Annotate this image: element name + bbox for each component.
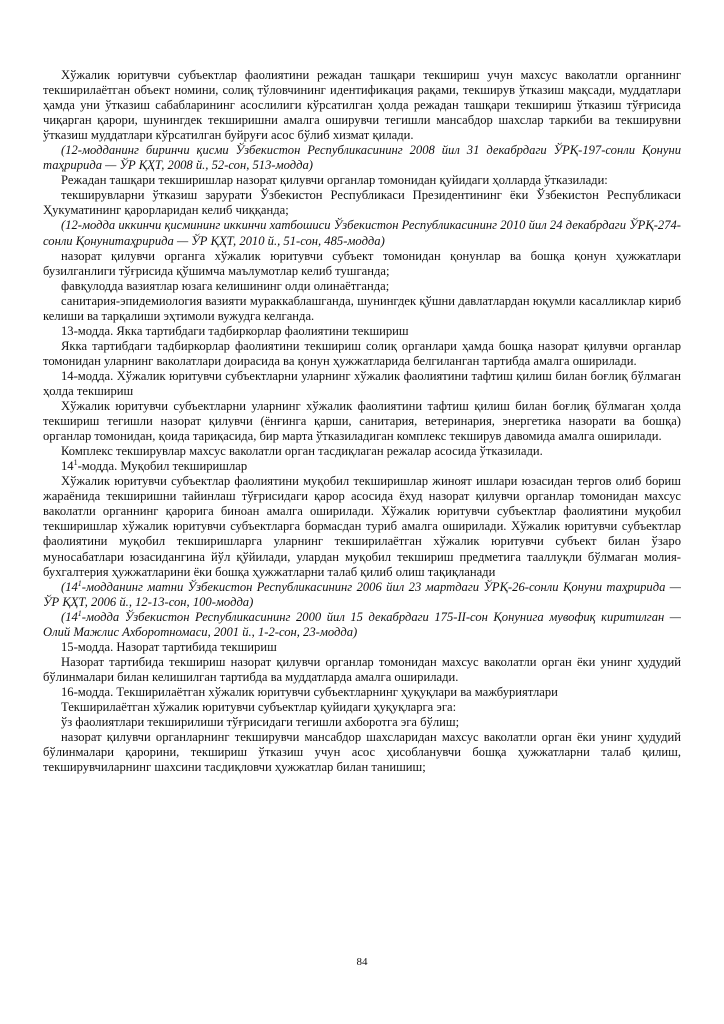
- article-number: 14: [61, 459, 74, 474]
- amendment-note: [43, 580, 681, 610]
- paragraph: Режадан ташқари текширишлар назорат қилувчи органлар томонидан қуйидаги ҳолларда ўтказилади:: [61, 173, 608, 188]
- amendment-note: (12-модданинг биринчи қисми Ўзбекистон Республикасининг 2008 йил 31 декабрдаги ЎРҚ-197-сонли Қонуни таҳририда — ЎР ҚҲТ, 2008 й., 52-сон, 513-модда): [43, 143, 681, 173]
- paragraph: Текширилаётган хўжалик юритувчи субъектлар қуйидаги ҳуқуқларга эга:: [61, 699, 457, 714]
- article-title: -модда. Муқобил текширишлар: [77, 459, 248, 474]
- document-body: [43, 68, 681, 775]
- paragraph: Хўжалик юритувчи субъектлар фаолиятини муқобил текширишлар жиноят ишлари юзасидан тергов олиб бориш жараёнида текширишни тайинлаш тўғрисидаги қарор асосида ёхуд назорат қилувчи органлар томонидан махсус ваколатли органнинг қарорига биноан амалга оширилади. Хўжалик юритувчи субъектлар фаолиятини муқобил текширишлар хўжалик юритувчи субъектларга бормасдан туриб амалга оширилади. Хўжалик юритувчи субъектлар фаолиятини муқобил текширишларга уларнинг текширилаётган хўжалик юритувчи субъект билан ўзаро муносабатлари юзасидангина йўл қўйилади, улардан муқобил текшириш предметига тааллуқли бўлмаган молия-бухгалтерия ҳужжатларини ёки бошқа ҳужжатларни талаб қилиб олиш тақиқланади: [43, 474, 681, 579]
- article-heading: 13-модда. Якка тартибдаги тадбиркорлар фаолиятини текшириш: [61, 323, 409, 338]
- list-item: фавқулодда вазиятлар юзага келишининг олди олинаётганда;: [61, 278, 390, 293]
- list-item: ўз фаолиятлари текширилиши тўғрисидаги тегишли ахборотга эга бўлиш;: [61, 715, 460, 730]
- note-text: -модданинг матни Ўзбекистон Республикасининг 2006 йил 23 мартдаги ЎРҚ-26-сонли Қонуни таҳририда — ЎР ҚҲТ, 2006 й., 12-13-сон, 100-модда): [43, 579, 681, 609]
- superscript: 1: [77, 608, 82, 618]
- paragraph: Хўжалик юритувчи субъектлар фаолиятини режадан ташқари текшириш учун махсус ваколатли органнинг текширилаётган объект номини, солиқ тўловчининг идентификация рақами, текширув ўтказиш мақсади, муддатлари ҳамда уни ўтказиш сабабларининг асослилиги кўрсатилган ҳолда режадан ташқари текшириш ўтказиш тўғрисида чиқарган қарори, шунингдек текширишни амалга оширувчи тегишли мансабдор шахслар таркиби ва текширувни ўтказиш муддатлари кўрсатилган буйруғи асос бўлиб хизмат қилади.: [43, 68, 681, 143]
- amendment-note: [43, 610, 681, 640]
- paragraph: Хўжалик юритувчи субъектларни уларнинг хўжалик фаолиятини тафтиш қилиш билан боғлиқ бўлмаган ҳолда текшириш тегишли назорат қилувчи (ёнғинга қарши, санитария, ветеринария, энергетика назорати ва бошқа) органлар томонидан, қоида тариқасида, бир марта ўтказиладиган комплекс текширув давомида амалга оширилади.: [43, 399, 681, 444]
- list-item: санитария-эпидемиология вазияти мураккаблашганда, шунингдек қўшни давлатлардан юқумли касалликлар кириб келиши ва тарқалиши эҳтимоли вужудга келганда.: [43, 293, 681, 323]
- note-prefix: (14: [61, 579, 78, 594]
- list-item: назорат қилувчи органларнинг текширувчи мансабдор шахсларидан махсус ваколатли орган ёки унинг ҳудудий бўлинмалари қарорини, текшириш ўтказиш учун асос ҳисобланувчи бошқа ҳужжатларни талаб қилиш, текширувчиларнинг шахсини тасдиқловчи ҳужжатлар билан танишиш;: [43, 730, 681, 775]
- list-item: назорат қилувчи органга хўжалик юритувчи субъект томонидан қонунлар ва бошқа қонун ҳужжатлари бузилганлиги тўғрисида қўшимча маълумотлар келиб тушганда;: [43, 248, 681, 278]
- list-item: текширувларни ўтказиш зарурати Ўзбекистон Республикаси Президентининг ёки Ўзбекистон Республикаси Ҳукуматининг қарорларидан келиб чиққанда;: [43, 188, 681, 218]
- paragraph: Якка тартибдаги тадбиркорлар фаолиятини текшириш солиқ органлари ҳамда бошқа назорат қилувчи органлар томонидан уларнинг ваколатлари доирасида ва қонун ҳужжатларида белгиланган тартибда амалга оширилади.: [43, 338, 681, 368]
- note-prefix: (14: [61, 609, 78, 624]
- amendment-note: (12-модда иккинчи қисмининг иккинчи хатбошиси Ўзбекистон Республикасининг 2010 йил 24 декабрдаги ЎРҚ-274-сонли Қонунитаҳририда — ЎР ҚҲТ, 2010 й., 51-сон, 485-модда): [43, 218, 681, 248]
- article-heading: 14-модда. Хўжалик юритувчи субъектларни уларнинг хўжалик фаолиятини тафтиш қилиш билан боғлиқ бўлмаган ҳолда текшириш: [43, 368, 681, 398]
- superscript: 1: [77, 578, 82, 588]
- page-number: 84: [356, 956, 368, 968]
- article-heading: [43, 459, 681, 474]
- note-text: -модда Ўзбекистон Республикасининг 2000 йил 15 декабрдаги 175-II-сон Қонунига мувофиқ киритилган — Олий Мажлис Ахборотномаси, 2001 й., 1-2-сон, 23-модда): [43, 609, 681, 639]
- article-heading: 15-модда. Назорат тартибида текшириш: [61, 639, 277, 654]
- paragraph: Комплекс текширувлар махсус ваколатли орган тасдиқлаган режалар асосида ўтказилади.: [61, 444, 543, 459]
- paragraph: Назорат тартибида текшириш назорат қилувчи органлар томонидан махсус ваколатли орган ёки унинг ҳудудий бўлинмалари билан келишилган тартибда ва муддатларда амалга оширилади.: [43, 654, 681, 684]
- article-heading: 16-модда. Текширилаётган хўжалик юритувчи субъектларнинг ҳуқуқлари ва мажбуриятлари: [61, 684, 558, 699]
- superscript: 1: [73, 458, 78, 468]
